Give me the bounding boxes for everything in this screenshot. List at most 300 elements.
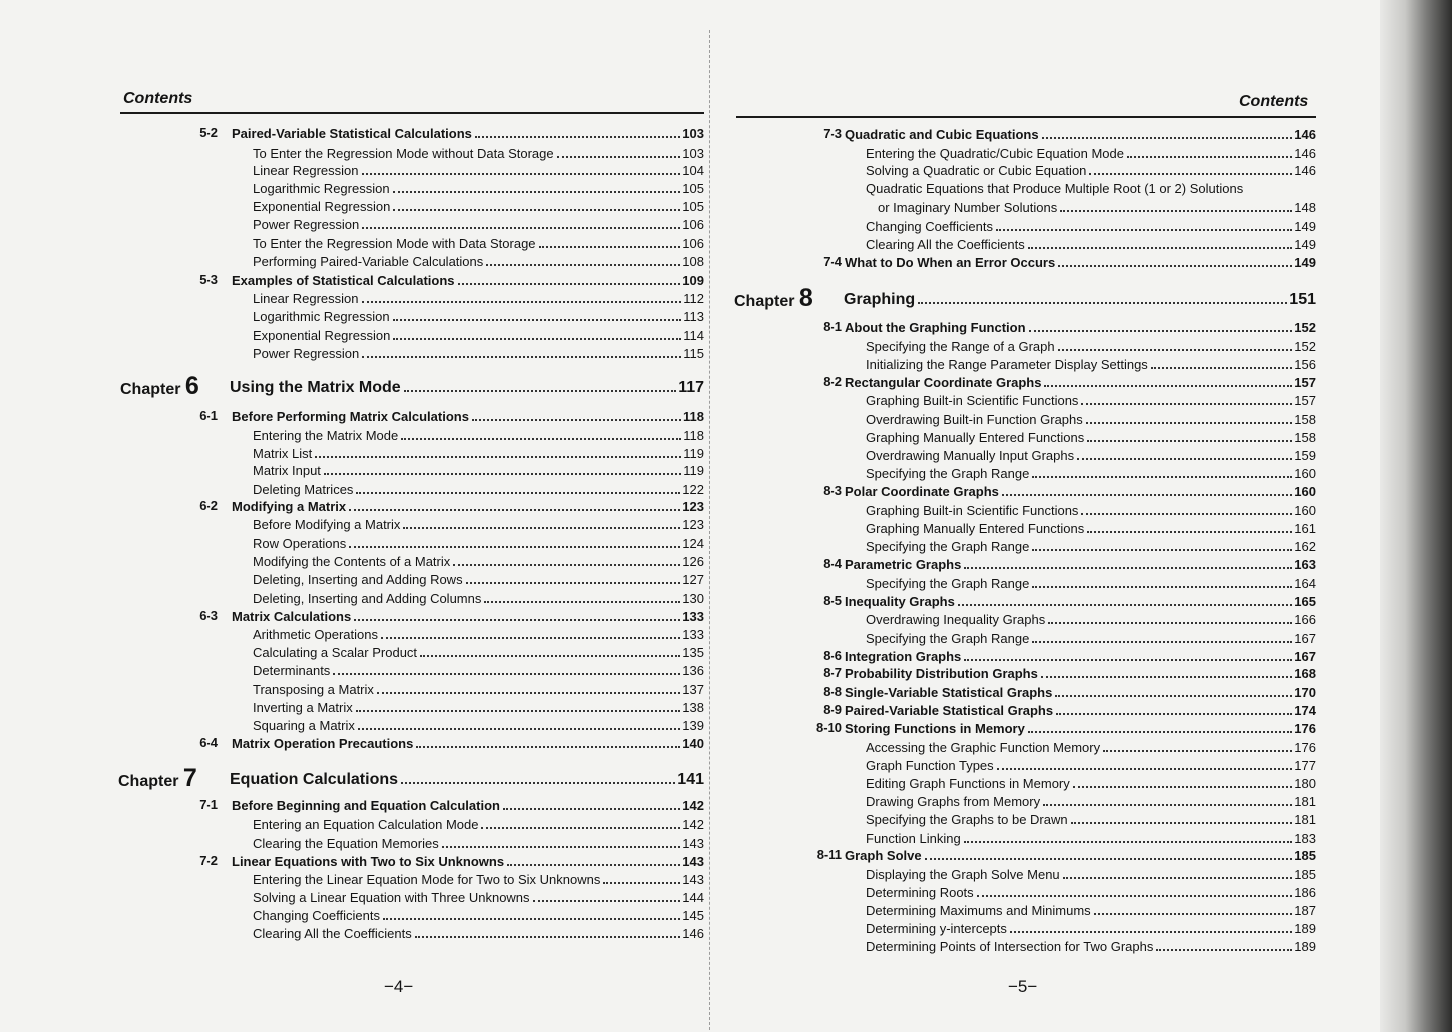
dot-leader	[356, 710, 681, 712]
toc-entry-title: Displaying the Graph Solve Menu	[866, 867, 1060, 882]
toc-entry-row[interactable]	[866, 938, 1316, 956]
dot-leader	[1041, 676, 1292, 678]
toc-page-number: 149	[1294, 219, 1316, 234]
toc-page-number: 146	[682, 926, 704, 941]
dot-leader	[1087, 531, 1292, 533]
left-header-rule	[120, 112, 704, 114]
section-number: 7-4	[823, 254, 842, 269]
toc-entry-title: Logarithmic Regression	[253, 181, 390, 196]
toc-entry-title: Determining Points of Intersection for Two Graphs	[866, 939, 1154, 954]
dot-leader	[1043, 804, 1292, 806]
toc-entry-title: Matrix Calculations	[232, 609, 352, 624]
right-header-rule	[736, 116, 1316, 118]
toc-entry-title: Graphing Manually Entered Functions	[866, 430, 1085, 445]
toc-page-number: 109	[682, 273, 704, 288]
toc-entry-row[interactable]	[866, 902, 1316, 920]
toc-entry-title: Linear Equations with Two to Six Unknowns	[232, 854, 505, 869]
dot-leader	[1042, 137, 1293, 139]
toc-entry-row[interactable]	[253, 644, 704, 662]
toc-entry-row[interactable]	[866, 236, 1316, 254]
toc-entry-title: Polar Coordinate Graphs	[845, 484, 999, 499]
dot-leader	[420, 655, 680, 657]
toc-page-number: 112	[683, 291, 704, 306]
toc-entry-row[interactable]	[253, 626, 704, 644]
toc-section-row[interactable]	[845, 254, 1316, 272]
toc-entry-title: Linear Regression	[253, 163, 359, 178]
toc-page-number: 145	[682, 908, 704, 923]
toc-page-number: 119	[683, 446, 704, 461]
dot-leader	[354, 619, 680, 621]
right-page-header: Contents	[1239, 93, 1309, 110]
toc-entry-title: Before Modifying a Matrix	[253, 517, 401, 532]
section-number: 8-10	[815, 720, 842, 735]
toc-page-number: 138	[682, 700, 704, 715]
dot-leader	[358, 728, 680, 730]
toc-entry-title: Specifying the Graph Range	[866, 466, 1030, 481]
toc-entry-row[interactable]	[866, 447, 1316, 465]
toc-entry-row[interactable]	[866, 145, 1316, 163]
toc-page-number: 164	[1294, 576, 1316, 591]
toc-section-row[interactable]	[845, 556, 1316, 574]
toc-section-row[interactable]	[232, 272, 704, 290]
toc-entry-row[interactable]	[253, 253, 704, 271]
dot-leader	[1094, 913, 1293, 915]
toc-entry-title: Matrix Operation Precautions	[232, 736, 414, 751]
toc-entry-title: Linear Regression	[253, 291, 359, 306]
toc-page-number: 167	[1294, 649, 1316, 664]
toc-entry-title: Deleting, Inserting and Adding Columns	[253, 591, 482, 606]
dot-leader	[403, 527, 680, 529]
toc-entry-title: or Imaginary Number Solutions	[878, 200, 1058, 215]
dot-leader	[453, 564, 680, 566]
toc-entry-row[interactable]	[253, 889, 704, 907]
toc-entry-title: Clearing All the Coefficients	[253, 926, 412, 941]
toc-section-row[interactable]	[845, 593, 1316, 611]
toc-page-number: 133	[682, 627, 704, 642]
toc-entry-row[interactable]	[253, 835, 704, 853]
dot-leader	[964, 659, 1292, 661]
toc-entry-row[interactable]	[866, 538, 1316, 556]
chapter-number: 6	[184, 372, 199, 400]
toc-page-number: 105	[682, 199, 704, 214]
toc-entry-title: Graphing	[844, 291, 916, 308]
section-number: 5-2	[199, 125, 218, 140]
toc-page-number: 123	[682, 499, 704, 514]
dot-leader	[315, 456, 681, 458]
toc-entry-title: Overdrawing Inequality Graphs	[866, 612, 1046, 627]
toc-page-number: 157	[1294, 375, 1316, 390]
toc-entry-row[interactable]	[866, 338, 1316, 356]
dot-leader	[472, 419, 681, 421]
toc-page-number: 105	[682, 181, 704, 196]
toc-entry-title: Parametric Graphs	[845, 557, 962, 572]
toc-entry-row[interactable]	[866, 429, 1316, 447]
section-number: 6-2	[199, 498, 218, 513]
toc-entry-row[interactable]	[866, 630, 1316, 648]
dot-leader	[533, 900, 681, 902]
toc-section-row[interactable]	[845, 702, 1316, 720]
toc-page-number: 119	[683, 463, 704, 478]
toc-entry-row[interactable]	[253, 445, 704, 463]
toc-entry-row[interactable]	[866, 502, 1316, 520]
toc-entry-row[interactable]	[253, 235, 704, 253]
toc-entry-title: Arithmetic Operations	[253, 627, 378, 642]
toc-page-number: 189	[1294, 939, 1316, 954]
toc-page-number: 176	[1294, 740, 1316, 755]
toc-entry-row[interactable]	[253, 590, 704, 608]
toc-entry-title: Paired-Variable Statistical Graphs	[845, 703, 1054, 718]
dot-leader	[393, 338, 681, 340]
toc-page-number: 141	[677, 771, 704, 788]
toc-section-row[interactable]	[845, 319, 1316, 337]
toc-entry-title: Specifying the Graph Range	[866, 576, 1030, 591]
toc-page-number: 157	[1294, 393, 1316, 408]
toc-entry-title: Equation Calculations	[230, 771, 399, 788]
toc-entry-row[interactable]	[253, 816, 704, 834]
toc-entry-title: Function Linking	[866, 831, 961, 846]
toc-entry-title: Quadratic Equations that Produce Multiple Root (1 or 2) Solutions	[866, 181, 1244, 196]
toc-entry-title: Single-Variable Statistical Graphs	[845, 685, 1053, 700]
dot-leader	[377, 692, 680, 694]
toc-entry-title: Modifying the Contents of a Matrix	[253, 554, 451, 569]
dot-leader	[393, 319, 682, 321]
toc-entry-title: Modifying a Matrix	[232, 499, 347, 514]
dot-leader	[1010, 931, 1292, 933]
toc-entry-row[interactable]	[866, 757, 1316, 775]
toc-section-row[interactable]	[232, 125, 704, 143]
toc-page-number: 118	[683, 428, 704, 443]
toc-section-row[interactable]	[232, 408, 704, 426]
dot-leader	[1028, 731, 1292, 733]
toc-entry-title: About the Graphing Function	[845, 320, 1026, 335]
toc-entry-title: Deleting Matrices	[253, 482, 354, 497]
dot-leader	[415, 936, 681, 938]
toc-entry-title: Quadratic and Cubic Equations	[845, 127, 1039, 142]
dot-leader	[1058, 349, 1293, 351]
toc-entry-row[interactable]	[253, 681, 704, 699]
section-number: 6-3	[199, 608, 218, 623]
section-number: 6-4	[199, 735, 218, 750]
chapter-8-label	[734, 284, 813, 313]
dot-leader	[356, 492, 680, 494]
toc-entry-row[interactable]	[866, 775, 1316, 793]
toc-entry-title: Entering the Linear Equation Mode for Two to Six Unknowns	[253, 872, 601, 887]
toc-entry-row[interactable]	[253, 871, 704, 889]
toc-entry-title: Overdrawing Manually Input Graphs	[866, 448, 1075, 463]
toc-page-number: 133	[682, 609, 704, 624]
toc-page-number: 185	[1294, 848, 1316, 863]
toc-entry-row[interactable]	[866, 218, 1316, 236]
toc-page-number: 146	[1294, 146, 1316, 161]
toc-entry-title: Probability Distribution Graphs	[845, 666, 1038, 681]
dot-leader	[393, 191, 681, 193]
toc-entry-row[interactable]	[253, 481, 704, 499]
dot-leader	[1103, 750, 1292, 752]
toc-entry-row[interactable]	[866, 180, 1316, 198]
dot-leader	[958, 604, 1292, 606]
dot-leader	[1127, 156, 1292, 158]
toc-entry-row[interactable]	[253, 907, 704, 925]
dot-leader	[964, 841, 1293, 843]
toc-entry-row[interactable]	[866, 199, 1316, 217]
toc-section-row[interactable]	[845, 126, 1316, 144]
toc-entry-title: Drawing Graphs from Memory	[866, 794, 1041, 809]
dot-leader	[539, 246, 681, 248]
toc-entry-title: Graphing Built-in Scientific Functions	[866, 503, 1079, 518]
chapter-word: Chapter	[734, 293, 795, 310]
toc-page-number: 118	[683, 409, 704, 424]
toc-page-number: 124	[682, 536, 704, 551]
toc-page-number: 103	[682, 146, 704, 161]
toc-entry-row[interactable]	[866, 520, 1316, 538]
chapter-number: 8	[798, 284, 813, 312]
toc-page-number: 143	[682, 836, 704, 851]
toc-entry-row[interactable]	[866, 392, 1316, 410]
dot-leader	[466, 582, 681, 584]
toc-section-row[interactable]	[845, 665, 1316, 683]
toc-page-number: 144	[682, 890, 704, 905]
toc-page-number: 139	[682, 718, 704, 733]
toc-page-number: 142	[682, 798, 704, 813]
toc-entry-row[interactable]	[866, 575, 1316, 593]
toc-page-number: 114	[683, 328, 704, 343]
toc-page-number: 176	[1294, 721, 1316, 736]
toc-entry-title: Graphing Built-in Scientific Functions	[866, 393, 1079, 408]
toc-entry-row[interactable]	[253, 699, 704, 717]
toc-entry-title: Specifying the Graph Range	[866, 539, 1030, 554]
section-number: 8-5	[823, 593, 842, 608]
section-number: 7-1	[199, 797, 218, 812]
toc-page-number: 106	[682, 217, 704, 232]
toc-entry-title: Initializing the Range Parameter Display Settings	[866, 357, 1148, 372]
toc-entry-title: Editing Graph Functions in Memory	[866, 776, 1070, 791]
toc-page-number: 113	[683, 309, 704, 324]
dot-leader	[557, 156, 681, 158]
toc-page-number: 149	[1294, 255, 1316, 270]
toc-page-number: 156	[1294, 357, 1316, 372]
toc-entry-row[interactable]	[253, 462, 704, 480]
toc-entry-row[interactable]	[866, 793, 1316, 811]
toc-page-number: 181	[1294, 794, 1316, 809]
section-number: 8-9	[823, 702, 842, 717]
toc-entry-row[interactable]	[866, 411, 1316, 429]
toc-entry-title: Determining y-intercepts	[866, 921, 1007, 936]
toc-entry-row[interactable]	[253, 290, 704, 308]
toc-entry-title: To Enter the Regression Mode without Data Storage	[253, 146, 554, 161]
toc-entry-row[interactable]	[253, 516, 704, 534]
toc-page-number: 167	[1294, 631, 1316, 646]
toc-entry-title: Power Regression	[253, 346, 360, 361]
toc-chapter-row[interactable]	[230, 771, 704, 789]
toc-entry-row[interactable]	[866, 611, 1316, 629]
toc-entry-row[interactable]	[253, 553, 704, 571]
dot-leader	[1077, 458, 1292, 460]
toc-entry-row[interactable]	[253, 308, 704, 326]
toc-entry-title: Deleting, Inserting and Adding Rows	[253, 572, 463, 587]
toc-page-number: 183	[1294, 831, 1316, 846]
toc-entry-row[interactable]	[866, 920, 1316, 938]
toc-section-row[interactable]	[232, 735, 704, 753]
dot-leader	[1063, 877, 1293, 879]
toc-entry-title: Matrix List	[253, 446, 313, 461]
toc-page-number: 185	[1294, 867, 1316, 882]
left-page-header: Contents	[123, 90, 193, 107]
toc-page-number: 162	[1294, 539, 1316, 554]
dot-leader	[507, 864, 680, 866]
dot-leader	[401, 438, 681, 440]
toc-entry-row[interactable]	[253, 925, 704, 943]
dot-leader	[362, 227, 680, 229]
toc-page-number: 160	[1294, 484, 1316, 499]
dot-leader	[475, 136, 680, 138]
dot-leader	[484, 601, 680, 603]
dot-leader	[362, 173, 681, 175]
toc-page-number: 181	[1294, 812, 1316, 827]
toc-entry-title: Row Operations	[253, 536, 347, 551]
toc-entry-title: Clearing All the Coefficients	[866, 237, 1025, 252]
toc-entry-title: Performing Paired-Variable Calculations	[253, 254, 484, 269]
toc-entry-row[interactable]	[866, 811, 1316, 829]
toc-page-number: 163	[1294, 557, 1316, 572]
page-edge-shadow	[1380, 0, 1452, 1032]
toc-page-number: 152	[1294, 320, 1316, 335]
dot-leader	[1156, 949, 1292, 951]
dot-leader	[1029, 330, 1293, 332]
toc-entry-title: Determining Maximums and Minimums	[866, 903, 1091, 918]
section-number: 8-11	[816, 847, 842, 862]
toc-section-row[interactable]	[845, 648, 1316, 666]
toc-page-number: 148	[1294, 200, 1316, 215]
toc-entry-title: Exponential Regression	[253, 328, 391, 343]
section-number: 7-3	[823, 126, 842, 141]
toc-section-row[interactable]	[845, 483, 1316, 501]
toc-section-row[interactable]	[845, 684, 1316, 702]
dot-leader	[442, 846, 681, 848]
toc-chapter-row[interactable]	[844, 291, 1316, 309]
toc-entry-title: Changing Coefficients	[866, 219, 993, 234]
toc-entry-row[interactable]	[253, 162, 704, 180]
dot-leader	[349, 546, 680, 548]
dot-leader	[925, 858, 1293, 860]
toc-page-number: 130	[682, 591, 704, 606]
dot-leader	[393, 209, 680, 211]
dot-leader	[1032, 476, 1292, 478]
toc-page-number: 170	[1294, 685, 1316, 700]
dot-leader	[503, 808, 680, 810]
toc-entry-row[interactable]	[866, 830, 1316, 848]
dot-leader	[1060, 210, 1292, 212]
toc-entry-row[interactable]	[253, 216, 704, 234]
toc-entry-row[interactable]	[253, 345, 704, 363]
toc-page-number: 136	[682, 663, 704, 678]
toc-page-number: 165	[1294, 594, 1316, 609]
toc-entry-title: Solving a Linear Equation with Three Unknowns	[253, 890, 530, 905]
toc-entry-title: Power Regression	[253, 217, 360, 232]
section-number: 8-2	[823, 374, 842, 389]
toc-entry-title: Inequality Graphs	[845, 594, 955, 609]
dot-leader	[1058, 265, 1292, 267]
toc-page-number: 160	[1294, 503, 1316, 518]
dot-leader	[362, 356, 681, 358]
toc-page-number: 166	[1294, 612, 1316, 627]
right-page-number: −5−	[1008, 977, 1038, 996]
chapter-6-label	[120, 372, 199, 401]
dot-leader	[603, 882, 680, 884]
toc-entry-title: Before Beginning and Equation Calculation	[232, 798, 500, 813]
toc-page-number: 159	[1294, 448, 1316, 463]
toc-page-number: 135	[682, 645, 704, 660]
dot-leader	[1028, 247, 1293, 249]
toc-entry-row[interactable]	[253, 327, 704, 345]
toc-entry-row[interactable]	[866, 162, 1316, 180]
toc-entry-row[interactable]	[253, 198, 704, 216]
section-number: 8-8	[823, 684, 842, 699]
dot-leader	[996, 229, 1292, 231]
toc-entry-row[interactable]	[253, 145, 704, 163]
toc-entry-row[interactable]	[253, 180, 704, 198]
toc-entry-row[interactable]	[253, 535, 704, 553]
toc-entry-title: Graph Solve	[845, 848, 922, 863]
toc-entry-row[interactable]	[253, 571, 704, 589]
toc-section-row[interactable]	[845, 720, 1316, 738]
dot-leader	[1056, 713, 1292, 715]
dot-leader	[1032, 641, 1292, 643]
toc-section-row[interactable]	[232, 853, 704, 871]
toc-page-number: 123	[682, 517, 704, 532]
toc-entry-title: Entering the Matrix Mode	[253, 428, 399, 443]
toc-entry-title: Matrix Input	[253, 463, 321, 478]
toc-section-row[interactable]	[232, 797, 704, 815]
toc-page-number: 177	[1294, 758, 1316, 773]
toc-entry-row[interactable]	[866, 884, 1316, 902]
toc-page-number: 158	[1294, 430, 1316, 445]
toc-page-number: 127	[682, 572, 704, 587]
toc-page-number: 106	[682, 236, 704, 251]
toc-page-number: 143	[682, 872, 704, 887]
dot-leader	[1081, 403, 1292, 405]
toc-entry-row[interactable]	[866, 739, 1316, 757]
toc-entry-row[interactable]	[866, 356, 1316, 374]
toc-entry-title: Changing Coefficients	[253, 908, 380, 923]
toc-entry-title: Determining Roots	[866, 885, 974, 900]
toc-entry-title: Squaring a Matrix	[253, 718, 355, 733]
toc-page-number: 122	[682, 482, 704, 497]
toc-section-row[interactable]	[845, 374, 1316, 392]
section-number: 7-2	[199, 853, 218, 868]
right-page	[714, 0, 1452, 1032]
toc-entry-title: Inverting a Matrix	[253, 700, 353, 715]
toc-entry-row[interactable]	[866, 465, 1316, 483]
section-number: 6-1	[199, 408, 218, 423]
toc-entry-row[interactable]	[866, 866, 1316, 884]
toc-entry-title: Integration Graphs	[845, 649, 962, 664]
toc-entry-title: Exponential Regression	[253, 199, 391, 214]
toc-entry-row[interactable]	[253, 717, 704, 735]
toc-section-row[interactable]	[845, 847, 1316, 865]
toc-page-number: 142	[682, 817, 704, 832]
toc-page-number: 151	[1289, 291, 1316, 308]
toc-entry-title: Specifying the Range of a Graph	[866, 339, 1055, 354]
toc-entry-row[interactable]	[253, 427, 704, 445]
toc-entry-row[interactable]	[253, 662, 704, 680]
toc-section-row[interactable]	[232, 608, 704, 626]
toc-page-number: 115	[683, 346, 704, 361]
toc-chapter-row[interactable]	[230, 379, 704, 397]
dot-leader	[458, 283, 681, 285]
toc-page-number: 152	[1294, 339, 1316, 354]
toc-section-row[interactable]	[232, 498, 704, 516]
toc-entry-title: Examples of Statistical Calculations	[232, 273, 455, 288]
